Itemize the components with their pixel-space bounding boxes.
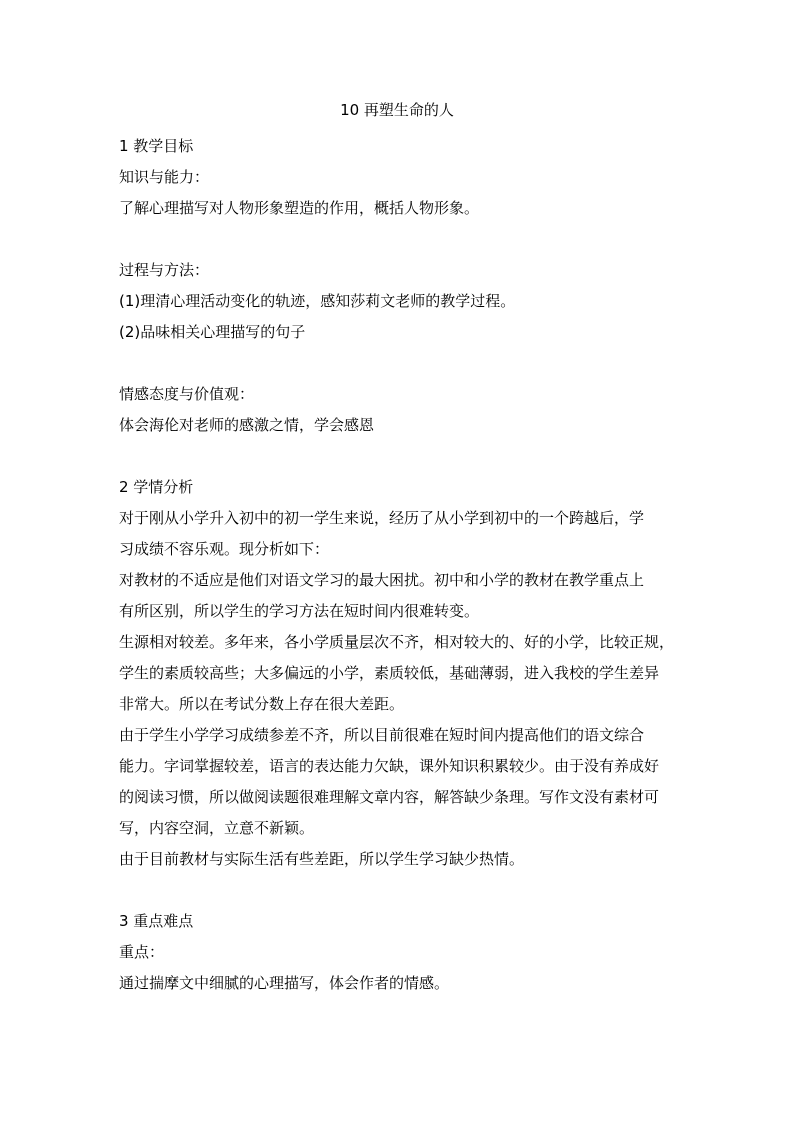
paragraph-line: 有所区别，所以学生的学习方法在短时间内很难转变。	[119, 602, 480, 620]
paragraph-line: 通过揣摩文中细腻的心理描写，体会作者的情感。	[119, 974, 450, 992]
subheading-emotion-values: 情感态度与价值观：	[119, 385, 255, 403]
heading-key-difficult-points: 3 重点难点	[119, 912, 194, 930]
paragraph-line: 的阅读习惯，所以做阅读题很难理解文章内容，解答缺少条理。写作文没有素材可	[119, 788, 660, 806]
document-body	[119, 131, 681, 999]
blank-line	[119, 875, 681, 906]
paragraph-line: 由于学生小学学习成绩参差不齐，所以目前很难在短时间内提高他们的语文综合	[119, 726, 645, 744]
list-item: (1)理清心理活动变化的轨迹，感知莎莉文老师的教学过程。	[119, 292, 516, 310]
paragraph-line: 生源相对较差。多年来，各小学质量层次不齐，相对较大的、好的小学，比较正规，	[119, 633, 675, 651]
heading-teaching-objectives: 1 教学目标	[119, 137, 194, 155]
paragraph-line: 学生的素质较高些；大多偏远的小学，素质较低，基础薄弱，进入我校的学生差异	[119, 664, 660, 682]
paragraph-line: 了解心理描写对人物形象塑造的作用，概括人物形象。	[119, 199, 480, 217]
paragraph-line: 能力。字词掌握较差，语言的表达能力欠缺，课外知识积累较少。由于没有养成好	[119, 757, 660, 775]
document-title: 10 再塑生命的人	[340, 101, 454, 119]
paragraph-line: 由于目前教材与实际生活有些差距，所以学生学习缺少热情。	[119, 850, 525, 868]
blank-line	[119, 441, 681, 472]
subheading-knowledge-ability: 知识与能力：	[119, 168, 210, 186]
paragraph-line: 非常大。所以在考试分数上存在很大差距。	[119, 695, 405, 713]
subheading-key-points: 重点：	[119, 943, 165, 961]
blank-line	[119, 224, 681, 255]
blank-line	[119, 348, 681, 379]
list-item: (2)品味相关心理描写的句子	[119, 323, 306, 341]
paragraph-line: 对于刚从小学升入初中的初一学生来说，经历了从小学到初中的一个跨越后，学	[119, 509, 645, 527]
paragraph-line: 习成绩不容乐观。现分析如下：	[119, 540, 330, 558]
paragraph-line: 写，内容空洞，立意不新颖。	[119, 819, 315, 837]
heading-student-analysis: 2 学情分析	[119, 478, 194, 496]
paragraph-line: 对教材的不适应是他们对语文学习的最大困扰。初中和小学的教材在教学重点上	[119, 571, 645, 589]
paragraph-line: 体会海伦对老师的感激之情，学会感恩	[119, 416, 375, 434]
subheading-process-method: 过程与方法：	[119, 261, 210, 279]
